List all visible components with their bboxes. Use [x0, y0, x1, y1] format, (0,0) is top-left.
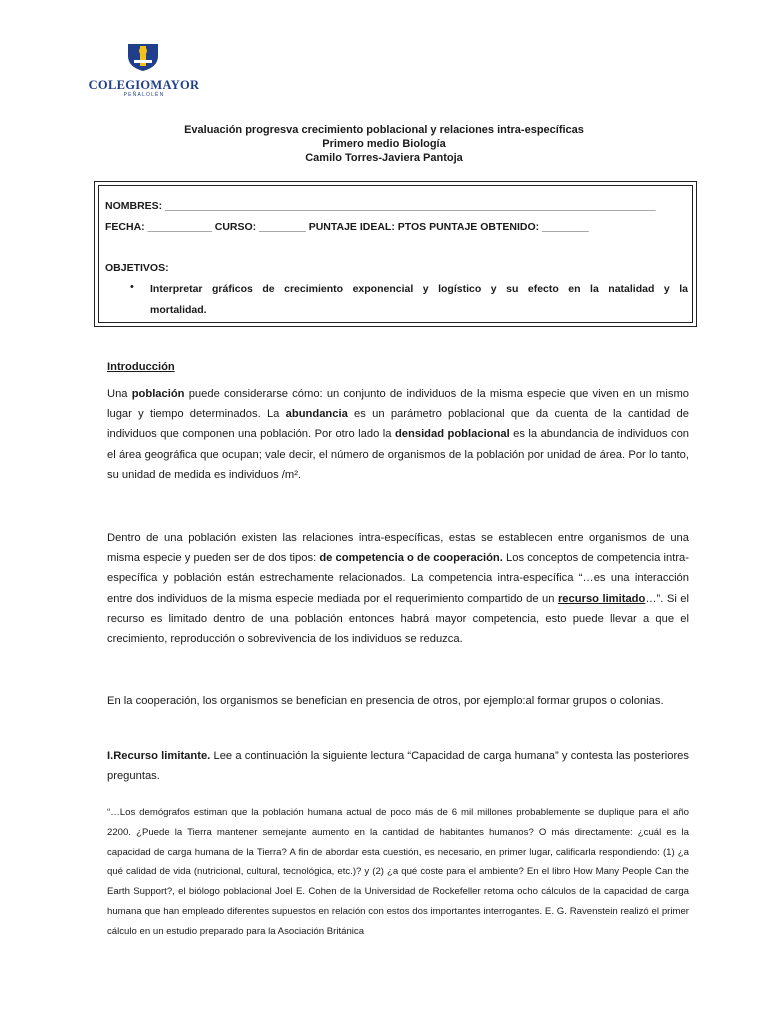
- reading-text: “…Los demógrafos estiman que la población humana actual de poco más de 6 mil millones probablemente se duplique para el año 2200. ¿Puede la Tierra mantener semejante aumento en la cantidad de habitantes humanos? O más directamente: ¿cuál es la capacidad de carga humana de la Tierra? A fin de abordar esta cuestión, es necesario, en primer lugar, calificarla respondiendo: (1) ¿a qué calidad de vida (nutricional, cultural, tecnológica, etc.)? y (2) ¿a qué coste para el ambiente? En el libro How Many People Can the Earth Support?, el biólogo poblacional Joel E. Cohen de la Universidad de Rockefeller retoma ocho cálculos de la capacidad de carga humana que han empleado diferentes supuestos en relación con estos dos importantes interrogantes. E. G. Ravenstein realizó el primer cálculo en un estudio preparado para la Asociación Británica: [107, 807, 689, 937]
- school-logo: [80, 40, 208, 100]
- fecha-line[interactable]: FECHA: ___________ CURSO: ________ PUNTAJE IDEAL: PTOS PUNTAJE OBTENIDO: ________: [105, 221, 589, 233]
- nombres-field[interactable]: NOMBRES: ____________________________________________________________________________________: [105, 200, 656, 212]
- document-authors: Camilo Torres-Javiera Pantoja: [305, 152, 463, 164]
- intro-paragraph-3: En la cooperación, los organismos se benefician en presencia de otros, por ejemplo:al formar grupos o colonias.: [107, 695, 664, 707]
- bullet-icon: •: [130, 281, 134, 293]
- document-title: Evaluación progresva crecimiento poblacional y relaciones intra-específicas: [184, 124, 584, 136]
- section-1-instructions: I.Recurso limitante. Lee a continuación la siguiente lectura “Capacidad de carga humana” y contesta las posteriores preguntas.: [107, 750, 689, 783]
- shield-icon: [126, 42, 160, 72]
- objective-line-1: Interpretar gráficos de crecimiento exponencial y logístico y su efecto en la natalidad y la: [150, 283, 688, 295]
- objetivos-label: OBJETIVOS:: [105, 262, 169, 274]
- intro-paragraph-2: Dentro de una población existen las relaciones intra-específicas, estas se establecen entre organismos de una misma especie y pueden ser de dos tipos: de competencia o de cooperación. Los conceptos de competencia intra-específica y población están estrechamente relacionados. La competencia intra-específica “…es una interacción entre dos individuos de la misma especie mediada por el requerimiento compartido de un recurso limitado…”. Si el recurso es limitado dentro de una población entonces habrá mayor competencia, esto puede llevar a que el crecimiento, reproducción o sobrevivencia de los individuos se reduzca.: [107, 532, 689, 646]
- logo-brand: COLEGIOMAYOR: [88, 78, 200, 92]
- intro-heading: Introducción: [107, 361, 175, 373]
- document-subtitle: Primero medio Biología: [322, 138, 446, 150]
- intro-paragraph-1: Una población puede considerarse cómo: un conjunto de individuos de la misma especie que viven en un mismo lugar y tiempo determinados. La abundancia es un parámetro poblacional que da cuenta de la cantidad de individuos que componen una población. Por otro lado la densidad poblacional es la abundancia de individuos con el área geográfica que ocupan; vale decir, el número de organismos de la población por unidad de área. Por lo tanto, su unidad de medida es individuos /m².: [107, 388, 690, 481]
- logo-subtitle: PEÑALOLÉN: [123, 92, 165, 98]
- objective-line-2: mortalidad.: [150, 304, 207, 316]
